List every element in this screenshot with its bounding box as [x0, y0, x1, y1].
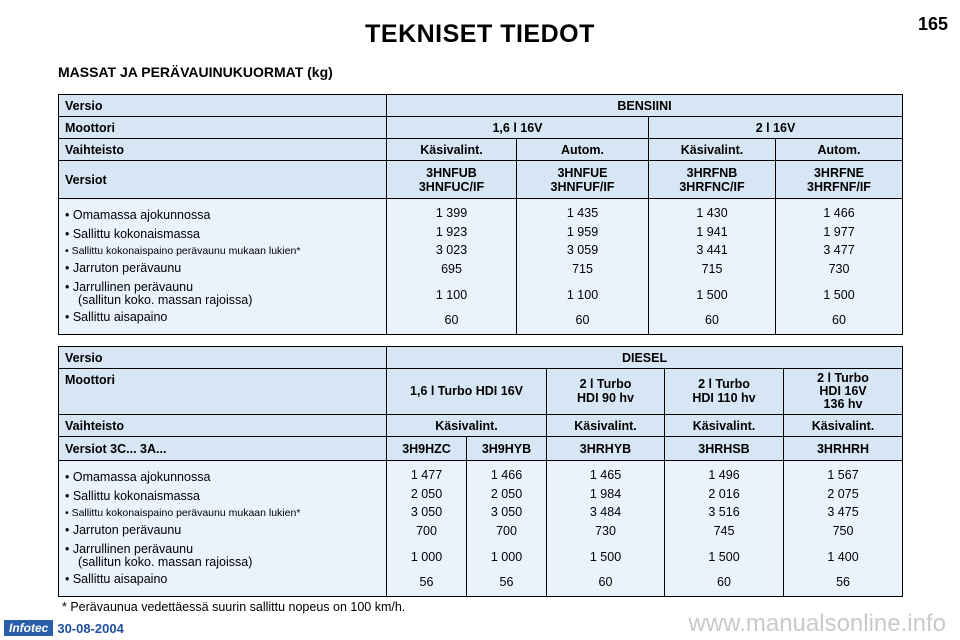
version-cell: 3HRHYB	[547, 437, 665, 461]
value-cell: 60	[717, 574, 731, 589]
engine-cell	[665, 369, 784, 415]
engine-cell: 1,6 l 16V	[387, 117, 649, 139]
versiot-label: Versiot 3C... 3A...	[59, 437, 387, 461]
footer-date: 30-08-2004	[57, 620, 124, 636]
moottori-label: Moottori	[59, 369, 387, 415]
row-label: • Omamassa ajokunnossa	[65, 470, 211, 485]
value-cell: 1 977	[823, 224, 855, 239]
row-labels	[59, 199, 387, 335]
value-cell: 3 050	[490, 505, 523, 520]
version-cell: 3H9HZC	[387, 437, 467, 461]
diesel-vaihteisto-row	[59, 415, 903, 437]
value-cell: 2 050	[410, 486, 443, 501]
watermark: www.manualsonline.info	[688, 610, 946, 637]
version-cell	[517, 161, 649, 199]
gearbox-cell: Käsivalint.	[784, 415, 903, 437]
value-column	[776, 199, 903, 335]
value-cell: 695	[441, 262, 462, 276]
value-cell: 1 466	[823, 205, 855, 220]
row-label: • Jarruton perävaunu	[65, 261, 182, 276]
petrol-table	[58, 94, 903, 335]
value-cell: 2 075	[827, 486, 859, 501]
value-cell: 3 477	[823, 243, 855, 258]
versio-label: Versio	[59, 347, 387, 369]
row-label: • Sallittu kokonaismassa	[65, 226, 200, 241]
value-cell: 2 016	[708, 486, 740, 501]
diesel-versiot-row	[59, 437, 903, 461]
petrol-versio-row	[59, 95, 903, 117]
version-code: 3HNFUB	[426, 165, 477, 180]
value-cell: 56	[419, 574, 434, 589]
value-cell: 3 516	[708, 505, 740, 520]
engine-line: 136 hv	[823, 397, 863, 412]
version-cell	[649, 161, 776, 199]
value-cell: 1 477	[410, 467, 443, 482]
row-label: • Sallittu kokonaismassa	[65, 488, 200, 503]
row-label: • Sallittu aisapaino	[65, 572, 168, 587]
version-code: 3HNFUC/IF	[418, 179, 485, 194]
value-column	[649, 199, 776, 335]
value-cell: 3 023	[435, 243, 468, 258]
moottori-label: Moottori	[59, 117, 387, 139]
engine-cell	[784, 369, 903, 415]
petrol-moottori-row	[59, 117, 903, 139]
value-cell: 1 435	[566, 205, 599, 220]
version-code: 3HRFNC/IF	[679, 179, 745, 194]
value-cell: 1 466	[490, 467, 523, 482]
value-cell: 60	[444, 312, 459, 327]
page-title: TEKNISET TIEDOT	[365, 20, 595, 48]
engine-line: 2 l Turbo	[579, 377, 632, 392]
versio-label: Versio	[59, 95, 387, 117]
engine-line: HDI 90 hv	[577, 390, 634, 405]
value-column	[517, 199, 649, 335]
value-cell: 3 059	[566, 243, 599, 258]
value-cell: 1 567	[827, 467, 859, 482]
version-code: 3HRFNE	[813, 165, 864, 180]
row-label: • Jarruton perävaunu	[65, 523, 182, 538]
value-cell: 1 400	[827, 549, 859, 564]
engine-line: 2 l Turbo	[817, 370, 869, 385]
diesel-versio-row	[59, 347, 903, 369]
value-cell: 1 000	[490, 549, 523, 564]
value-cell: 1 465	[589, 467, 622, 482]
value-cell: 730	[828, 262, 850, 276]
value-cell: 56	[499, 574, 514, 589]
petrol-values-row	[59, 199, 903, 335]
value-cell: 60	[832, 312, 846, 327]
engine-cell: 2 l 16V	[649, 117, 903, 139]
page-number: 165	[917, 14, 948, 34]
value-cell: 700	[496, 524, 517, 538]
value-cell: 715	[572, 262, 593, 276]
value-cell: 700	[416, 524, 437, 538]
footer	[4, 619, 124, 637]
gearbox-cell: Käsivalint.	[387, 415, 547, 437]
fuel-label: DIESEL	[387, 347, 903, 369]
value-cell: 1 430	[696, 205, 728, 220]
value-cell: 1 959	[566, 224, 599, 239]
version-cell	[387, 161, 517, 199]
row-label: • Omamassa ajokunnossa	[65, 208, 211, 223]
value-cell: 60	[575, 312, 590, 327]
vaihteisto-label: Vaihteisto	[59, 139, 387, 161]
gearbox-cell: Käsivalint.	[665, 415, 784, 437]
row-label: • Jarrullinen perävaunu	[65, 280, 194, 295]
value-cell: 1 399	[435, 205, 468, 220]
value-cell: 3 050	[410, 505, 443, 520]
gearbox-cell: Käsivalint.	[649, 139, 776, 161]
value-cell: 1 941	[696, 224, 728, 239]
engine-line: 2 l Turbo	[698, 377, 750, 392]
value-column	[784, 461, 903, 597]
version-code: 3HNFUE	[557, 165, 608, 180]
value-cell: 60	[705, 312, 719, 327]
row-label: • Sallittu aisapaino	[65, 310, 168, 325]
infotec-logo: Infotec	[4, 620, 53, 636]
version-code: 3HRFNF/IF	[807, 179, 871, 194]
diesel-moottori-row	[59, 369, 903, 415]
value-cell: 2 050	[490, 486, 523, 501]
value-cell: 1 500	[708, 549, 740, 564]
row-label: • Jarrullinen perävaunu	[65, 542, 194, 557]
value-column	[387, 199, 517, 335]
value-cell: 745	[713, 524, 735, 538]
row-label: • Sallittu kokonaispaino perävaunu mukaan lukien*	[65, 506, 301, 519]
value-cell: 3 441	[696, 243, 728, 258]
value-cell: 3 484	[589, 505, 622, 520]
value-cell: 1 923	[435, 224, 468, 239]
petrol-versiot-row	[59, 161, 903, 199]
value-cell: 1 984	[589, 486, 622, 501]
gearbox-cell: Käsivalint.	[387, 139, 517, 161]
vaihteisto-label: Vaihteisto	[59, 415, 387, 437]
engine-line: HDI 16V	[819, 383, 867, 398]
value-cell: 60	[598, 574, 613, 589]
engine-line: HDI 110 hv	[692, 390, 756, 405]
value-cell: 1 000	[410, 549, 443, 564]
row-label-sub: (sallitun koko. massan rajoissa)	[78, 555, 253, 570]
version-cell: 3HRHRH	[784, 437, 903, 461]
engine-cell	[387, 369, 547, 415]
value-column	[665, 461, 784, 597]
versiot-label: Versiot	[59, 161, 387, 199]
row-label: • Sallittu kokonaispaino perävaunu mukaan lukien*	[65, 244, 301, 257]
value-cell: 1 500	[823, 287, 855, 302]
version-code: 3HRFNB	[686, 165, 738, 180]
value-column	[547, 461, 665, 597]
fuel-label: BENSIINI	[387, 95, 903, 117]
version-cell: 3HRHSB	[665, 437, 784, 461]
value-column	[387, 461, 467, 597]
value-cell: 715	[701, 262, 723, 276]
version-cell: 3H9HYB	[467, 437, 547, 461]
value-cell: 730	[595, 524, 616, 538]
engine-line: 1,6 l Turbo HDI 16V	[410, 383, 523, 398]
gearbox-cell: Autom.	[776, 139, 903, 161]
value-cell: 1 100	[566, 287, 599, 302]
value-cell: 750	[832, 524, 854, 538]
section-title: MASSAT JA PERÄVAUINUKUORMAT (kg)	[58, 64, 333, 80]
gearbox-cell: Autom.	[517, 139, 649, 161]
value-column	[467, 461, 547, 597]
value-cell: 56	[836, 574, 850, 589]
petrol-vaihteisto-row	[59, 139, 903, 161]
value-cell: 1 100	[435, 287, 468, 302]
value-cell: 1 500	[589, 549, 622, 564]
engine-cell	[547, 369, 665, 415]
value-cell: 3 475	[827, 505, 859, 520]
footnote: * Perävaunua vedettäessä suurin sallittu nopeus on 100 km/h.	[62, 600, 406, 614]
value-cell: 1 496	[708, 467, 740, 482]
gearbox-cell: Käsivalint.	[547, 415, 665, 437]
row-label-sub: (sallitun koko. massan rajoissa)	[78, 293, 253, 308]
version-cell	[776, 161, 903, 199]
diesel-values-row	[59, 461, 903, 597]
value-cell: 1 500	[696, 287, 728, 302]
diesel-table	[58, 346, 903, 597]
version-code: 3HNFUF/IF	[550, 179, 615, 194]
row-labels	[59, 461, 387, 597]
